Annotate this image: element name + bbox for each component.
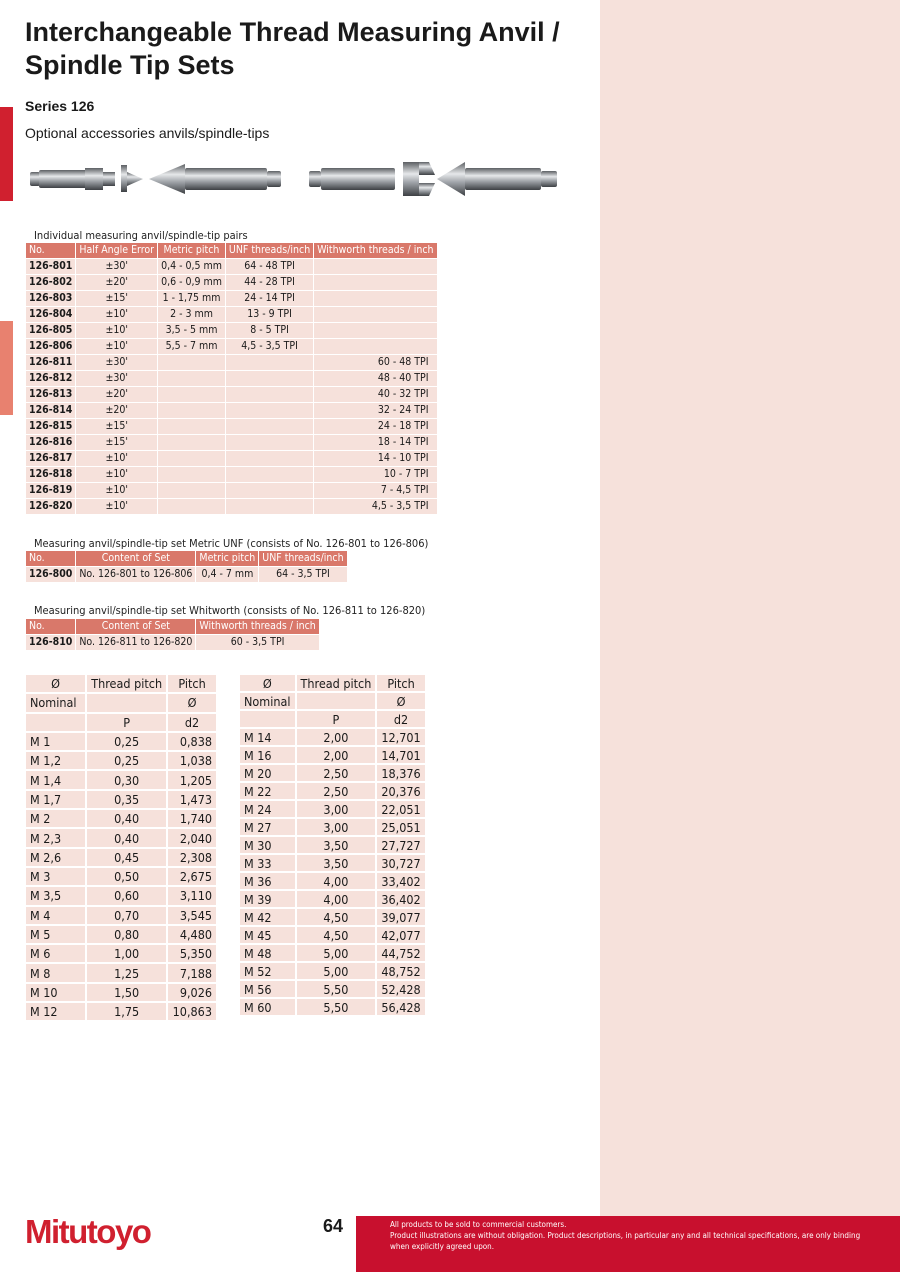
table-cell: 40 - 32 TPI [314, 387, 437, 403]
table-cell: M 2,3 [26, 829, 87, 848]
table-cell: M 1,2 [26, 752, 87, 771]
table-cell: 126-802 [26, 275, 76, 291]
disclaimer-line-2: Product illustrations are without obligation. Product descriptions, in particular any and all technical specifications, are only binding when explicitly agreed upon. [390, 1231, 861, 1251]
table-row [26, 307, 438, 323]
table-cell: ±30' [76, 355, 158, 371]
table-cell: No. 126-811 to 126-820 [76, 635, 196, 651]
table-cell: 7 - 4,5 TPI [314, 483, 437, 499]
individual-pairs-table [26, 243, 438, 515]
table-cell: 2,675 [168, 868, 218, 887]
table-cell: 2,040 [168, 829, 218, 848]
table-header-row [26, 694, 218, 713]
table-cell: 126-813 [26, 387, 76, 403]
column-header: P [87, 714, 168, 733]
anvil-cone-icon [149, 164, 281, 194]
table-row [26, 984, 218, 1003]
table-cell: 126-805 [26, 323, 76, 339]
column-header: Ø [377, 693, 426, 711]
column-header: Nominal [26, 694, 87, 713]
table-cell: 42,077 [377, 927, 426, 945]
table-cell: M 39 [240, 891, 297, 909]
table-cell: 1 - 1,75 mm [158, 291, 226, 307]
whitworth-set-table [26, 619, 320, 651]
table-cell: 48,752 [377, 963, 426, 981]
table-header-row [26, 675, 218, 694]
table-row [240, 729, 427, 747]
table-cell [226, 387, 314, 403]
mitutoyo-logo: Mitutoyo [25, 1213, 151, 1250]
table-row [26, 387, 438, 403]
table-cell: 56,428 [377, 999, 426, 1017]
table-cell [158, 387, 226, 403]
table-cell: 3,545 [168, 907, 218, 926]
table-row [26, 849, 218, 868]
table-row [26, 403, 438, 419]
table-cell [226, 451, 314, 467]
metric-set-table [26, 551, 348, 583]
table-cell [226, 355, 314, 371]
table-cell: 2 - 3 mm [158, 307, 226, 323]
table-cell: 4,00 [297, 891, 378, 909]
table-row [26, 419, 438, 435]
table-cell: ±10' [76, 307, 158, 323]
table-cell: M 10 [26, 984, 87, 1003]
table-row [26, 868, 218, 887]
table-cell: M 60 [240, 999, 297, 1017]
column-header: Ø [240, 675, 297, 693]
table-cell: ±10' [76, 467, 158, 483]
table-cell: M 24 [240, 801, 297, 819]
table-cell: 4,5 - 3,5 TPI [226, 339, 314, 355]
table-header-row [240, 693, 427, 711]
table-cell: 25,051 [377, 819, 426, 837]
table-cell: M 6 [26, 945, 87, 964]
table-row [26, 733, 218, 752]
table-row [26, 259, 438, 275]
table-cell [314, 275, 437, 291]
column-header: No. [26, 619, 76, 635]
table-cell: 3,00 [297, 819, 378, 837]
table-cell: 1,038 [168, 752, 218, 771]
table-row [26, 567, 348, 583]
table-row [26, 791, 218, 810]
table-cell: ±10' [76, 339, 158, 355]
disclaimer-line-1: All products to be sold to commercial customers. [390, 1220, 567, 1229]
anvil-spindle-tip-illustration [25, 155, 565, 203]
column-header [87, 694, 168, 713]
table-cell: 126-819 [26, 483, 76, 499]
column-header: Ø [26, 675, 87, 694]
table-row [26, 323, 438, 339]
table-cell [226, 483, 314, 499]
table-row [26, 907, 218, 926]
table-cell [226, 467, 314, 483]
table-cell: M 3,5 [26, 887, 87, 906]
table-header-row [240, 711, 427, 729]
table-cell: 4,480 [168, 926, 218, 945]
table-cell: M 4 [26, 907, 87, 926]
table-cell: 64 - 48 TPI [226, 259, 314, 275]
table-cell: M 12 [26, 1003, 87, 1022]
column-header: No. [26, 551, 76, 567]
table-cell [314, 339, 437, 355]
table-cell [158, 467, 226, 483]
table-cell: No. 126-801 to 126-806 [76, 567, 196, 583]
column-header [26, 714, 87, 733]
table-cell: 5,00 [297, 963, 378, 981]
table-cell: 44 - 28 TPI [226, 275, 314, 291]
column-header: UNF threads/inch [226, 243, 314, 259]
column-header: Pitch [168, 675, 218, 694]
table-cell [158, 355, 226, 371]
table-cell: 30,727 [377, 855, 426, 873]
table-row [26, 483, 438, 499]
table-cell: 0,838 [168, 733, 218, 752]
column-header: Nominal [240, 693, 297, 711]
series-label: Series 126 [25, 98, 95, 114]
table-cell: M 1,7 [26, 791, 87, 810]
table-cell: 4,50 [297, 927, 378, 945]
table-cell [226, 403, 314, 419]
page-number: 64 [323, 1216, 344, 1236]
table-cell: 4,00 [297, 873, 378, 891]
table-cell: 126-800 [26, 567, 76, 583]
table-cell [158, 499, 226, 515]
table-cell: M 42 [240, 909, 297, 927]
table-cell [158, 403, 226, 419]
table-cell: 18,376 [377, 765, 426, 783]
footer-disclaimer [356, 1216, 900, 1272]
table-cell: 60 - 48 TPI [314, 355, 437, 371]
column-header [240, 711, 297, 729]
table-cell: 9,026 [168, 984, 218, 1003]
table-row [240, 747, 427, 765]
side-panel [600, 0, 900, 1216]
table-cell: ±20' [76, 275, 158, 291]
table-cell: 126-806 [26, 339, 76, 355]
table-row [26, 810, 218, 829]
table-cell: M 45 [240, 927, 297, 945]
table-cell: 10,863 [168, 1003, 218, 1022]
table-cell: 1,205 [168, 771, 218, 790]
table-cell: 13 - 9 TPI [226, 307, 314, 323]
table-cell: 126-817 [26, 451, 76, 467]
table-cell: 48 - 40 TPI [314, 371, 437, 387]
column-header: No. [26, 243, 76, 259]
table-cell: 12,701 [377, 729, 426, 747]
table-cell: M 2 [26, 810, 87, 829]
table-row [240, 927, 427, 945]
table-cell: M 30 [240, 837, 297, 855]
table-row [26, 467, 438, 483]
table-cell: M 52 [240, 963, 297, 981]
table-cell: 36,402 [377, 891, 426, 909]
table-cell: 5,00 [297, 945, 378, 963]
table-header-row [240, 675, 427, 693]
table-cell: 1,473 [168, 791, 218, 810]
table-cell: 22,051 [377, 801, 426, 819]
section-tab-salmon [0, 321, 13, 415]
table-cell: 18 - 14 TPI [314, 435, 437, 451]
column-header: Withworth threads / inch [314, 243, 437, 259]
spindle-tip-point-icon [30, 165, 143, 192]
table-cell [226, 435, 314, 451]
table-cell: M 20 [240, 765, 297, 783]
table-cell: 4,5 - 3,5 TPI [314, 499, 437, 515]
table-row [240, 873, 427, 891]
table-cell: ±20' [76, 403, 158, 419]
table-cell: 14 - 10 TPI [314, 451, 437, 467]
table-cell: 64 - 3,5 TPI [259, 567, 347, 583]
column-header: P [297, 711, 378, 729]
table-cell: 126-804 [26, 307, 76, 323]
table-cell: 20,376 [377, 783, 426, 801]
table-cell: 7,188 [168, 964, 218, 983]
table-cell: 2,50 [297, 765, 378, 783]
column-header: Ø [168, 694, 218, 713]
table-row [26, 499, 438, 515]
column-header: Content of Set [76, 551, 196, 567]
table-cell: 0,60 [87, 887, 168, 906]
table-row [240, 837, 427, 855]
table-cell: 5,350 [168, 945, 218, 964]
table-cell: 3,50 [297, 855, 378, 873]
table-cell: 3,50 [297, 837, 378, 855]
table-row [240, 891, 427, 909]
table-cell: 1,00 [87, 945, 168, 964]
column-header: Metric pitch [196, 551, 259, 567]
column-header [297, 693, 378, 711]
table-row [26, 752, 218, 771]
table-row [240, 945, 427, 963]
table-cell: M 33 [240, 855, 297, 873]
table-cell: 1,75 [87, 1003, 168, 1022]
table-cell: 0,25 [87, 733, 168, 752]
table-cell: ±10' [76, 451, 158, 467]
table-cell [226, 371, 314, 387]
column-header: Thread pitch [297, 675, 378, 693]
table-row [240, 855, 427, 873]
table-cell: M 2,6 [26, 849, 87, 868]
table-cell: 0,40 [87, 810, 168, 829]
table-cell: 5,50 [297, 999, 378, 1017]
table-cell: 24 - 14 TPI [226, 291, 314, 307]
column-header: Withworth threads / inch [196, 619, 319, 635]
table-row [26, 964, 218, 983]
table-row [26, 355, 438, 371]
table-cell: 2,308 [168, 849, 218, 868]
table-cell: M 56 [240, 981, 297, 999]
table-header-row [26, 714, 218, 733]
table-cell: 126-803 [26, 291, 76, 307]
table-cell [158, 435, 226, 451]
table-cell: M 48 [240, 945, 297, 963]
individual-caption: Individual measuring anvil/spindle-tip pairs [34, 229, 248, 242]
table-cell: 39,077 [377, 909, 426, 927]
table-cell: 1,50 [87, 984, 168, 1003]
table-row [26, 926, 218, 945]
table-cell: M 27 [240, 819, 297, 837]
table-cell: 126-811 [26, 355, 76, 371]
table-cell: 0,40 [87, 829, 168, 848]
table-cell: 126-818 [26, 467, 76, 483]
table-cell [314, 259, 437, 275]
table-cell: 2,50 [297, 783, 378, 801]
table-row [240, 783, 427, 801]
table-header-row [26, 619, 320, 635]
table-cell: M 14 [240, 729, 297, 747]
table-cell: ±15' [76, 291, 158, 307]
section-tab-red [0, 107, 13, 201]
column-header: d2 [377, 711, 426, 729]
table-row [26, 1003, 218, 1022]
table-cell: 60 - 3,5 TPI [196, 635, 319, 651]
table-cell: 3,00 [297, 801, 378, 819]
metric-set-caption: Measuring anvil/spindle-tip set Metric UNF (consists of No. 126-801 to 126-806) [34, 537, 429, 550]
anvil-v-icon [309, 162, 435, 196]
table-row [26, 635, 320, 651]
table-cell: M 3 [26, 868, 87, 887]
table-cell: ±10' [76, 483, 158, 499]
table-cell: 1,740 [168, 810, 218, 829]
table-row [240, 981, 427, 999]
table-cell: 52,428 [377, 981, 426, 999]
table-row [26, 771, 218, 790]
table-row [26, 339, 438, 355]
table-cell: 0,30 [87, 771, 168, 790]
table-cell [314, 307, 437, 323]
table-cell: 3,5 - 5 mm [158, 323, 226, 339]
table-header-row [26, 551, 348, 567]
column-header: Content of Set [76, 619, 196, 635]
table-cell: 44,752 [377, 945, 426, 963]
table-cell: ±20' [76, 387, 158, 403]
table-cell: 0,70 [87, 907, 168, 926]
table-cell: 0,50 [87, 868, 168, 887]
table-row [26, 829, 218, 848]
table-cell: ±10' [76, 323, 158, 339]
table-row [240, 819, 427, 837]
table-row [26, 275, 438, 291]
table-cell: ±15' [76, 419, 158, 435]
table-cell [314, 291, 437, 307]
table-cell: 0,35 [87, 791, 168, 810]
table-cell: M 1,4 [26, 771, 87, 790]
table-cell: 2,00 [297, 747, 378, 765]
table-row [26, 451, 438, 467]
spindle-cone-icon [437, 162, 557, 196]
table-cell: M 36 [240, 873, 297, 891]
table-cell: M 16 [240, 747, 297, 765]
table-cell: M 5 [26, 926, 87, 945]
table-cell: 24 - 18 TPI [314, 419, 437, 435]
table-row [26, 291, 438, 307]
table-cell: 3,110 [168, 887, 218, 906]
table-cell: 32 - 24 TPI [314, 403, 437, 419]
table-cell: 4,50 [297, 909, 378, 927]
column-header: d2 [168, 714, 218, 733]
table-cell: 126-814 [26, 403, 76, 419]
table-cell: ±30' [76, 371, 158, 387]
pitch-table-left [26, 675, 218, 1022]
table-cell: M 8 [26, 964, 87, 983]
table-cell: 126-820 [26, 499, 76, 515]
table-row [240, 801, 427, 819]
table-cell [158, 371, 226, 387]
table-cell [226, 499, 314, 515]
table-header-row [26, 243, 438, 259]
table-cell [158, 419, 226, 435]
table-cell: 126-812 [26, 371, 76, 387]
page-title: Interchangeable Thread Measuring Anvil / Spindle Tip Sets [25, 17, 560, 80]
table-cell: M 22 [240, 783, 297, 801]
table-row [240, 909, 427, 927]
table-row [240, 963, 427, 981]
table-cell: 126-816 [26, 435, 76, 451]
column-header: Metric pitch [158, 243, 226, 259]
table-cell [158, 451, 226, 467]
table-cell: ±10' [76, 499, 158, 515]
pitch-table-right [240, 675, 427, 1017]
table-cell [314, 323, 437, 339]
whitworth-set-caption: Measuring anvil/spindle-tip set Whitworth (consists of No. 126-811 to 126-820) [34, 604, 426, 617]
table-cell: 126-815 [26, 419, 76, 435]
table-cell: 0,45 [87, 849, 168, 868]
table-cell: 0,25 [87, 752, 168, 771]
table-cell: 0,80 [87, 926, 168, 945]
table-cell: 1,25 [87, 964, 168, 983]
table-cell: 14,701 [377, 747, 426, 765]
table-cell: M 1 [26, 733, 87, 752]
table-row [240, 765, 427, 783]
table-row [26, 371, 438, 387]
table-cell [158, 483, 226, 499]
table-cell [226, 419, 314, 435]
column-header: UNF threads/inch [259, 551, 347, 567]
table-cell: 33,402 [377, 873, 426, 891]
table-cell: 8 - 5 TPI [226, 323, 314, 339]
table-row [26, 435, 438, 451]
table-cell: 5,5 - 7 mm [158, 339, 226, 355]
column-header: Half Angle Error [76, 243, 158, 259]
table-cell: ±30' [76, 259, 158, 275]
table-cell: 0,4 - 7 mm [196, 567, 259, 583]
table-cell: 27,727 [377, 837, 426, 855]
table-cell: 10 - 7 TPI [314, 467, 437, 483]
table-cell: ±15' [76, 435, 158, 451]
table-cell: 2,00 [297, 729, 378, 747]
table-row [26, 945, 218, 964]
column-header: Thread pitch [87, 675, 168, 694]
table-cell: 5,50 [297, 981, 378, 999]
table-row [240, 999, 427, 1017]
table-cell: 126-810 [26, 635, 76, 651]
column-header: Pitch [377, 675, 426, 693]
table-cell: 0,6 - 0,9 mm [158, 275, 226, 291]
subtitle: Optional accessories anvils/spindle-tips [25, 125, 270, 141]
table-cell: 126-801 [26, 259, 76, 275]
table-row [26, 887, 218, 906]
table-cell: 0,4 - 0,5 mm [158, 259, 226, 275]
